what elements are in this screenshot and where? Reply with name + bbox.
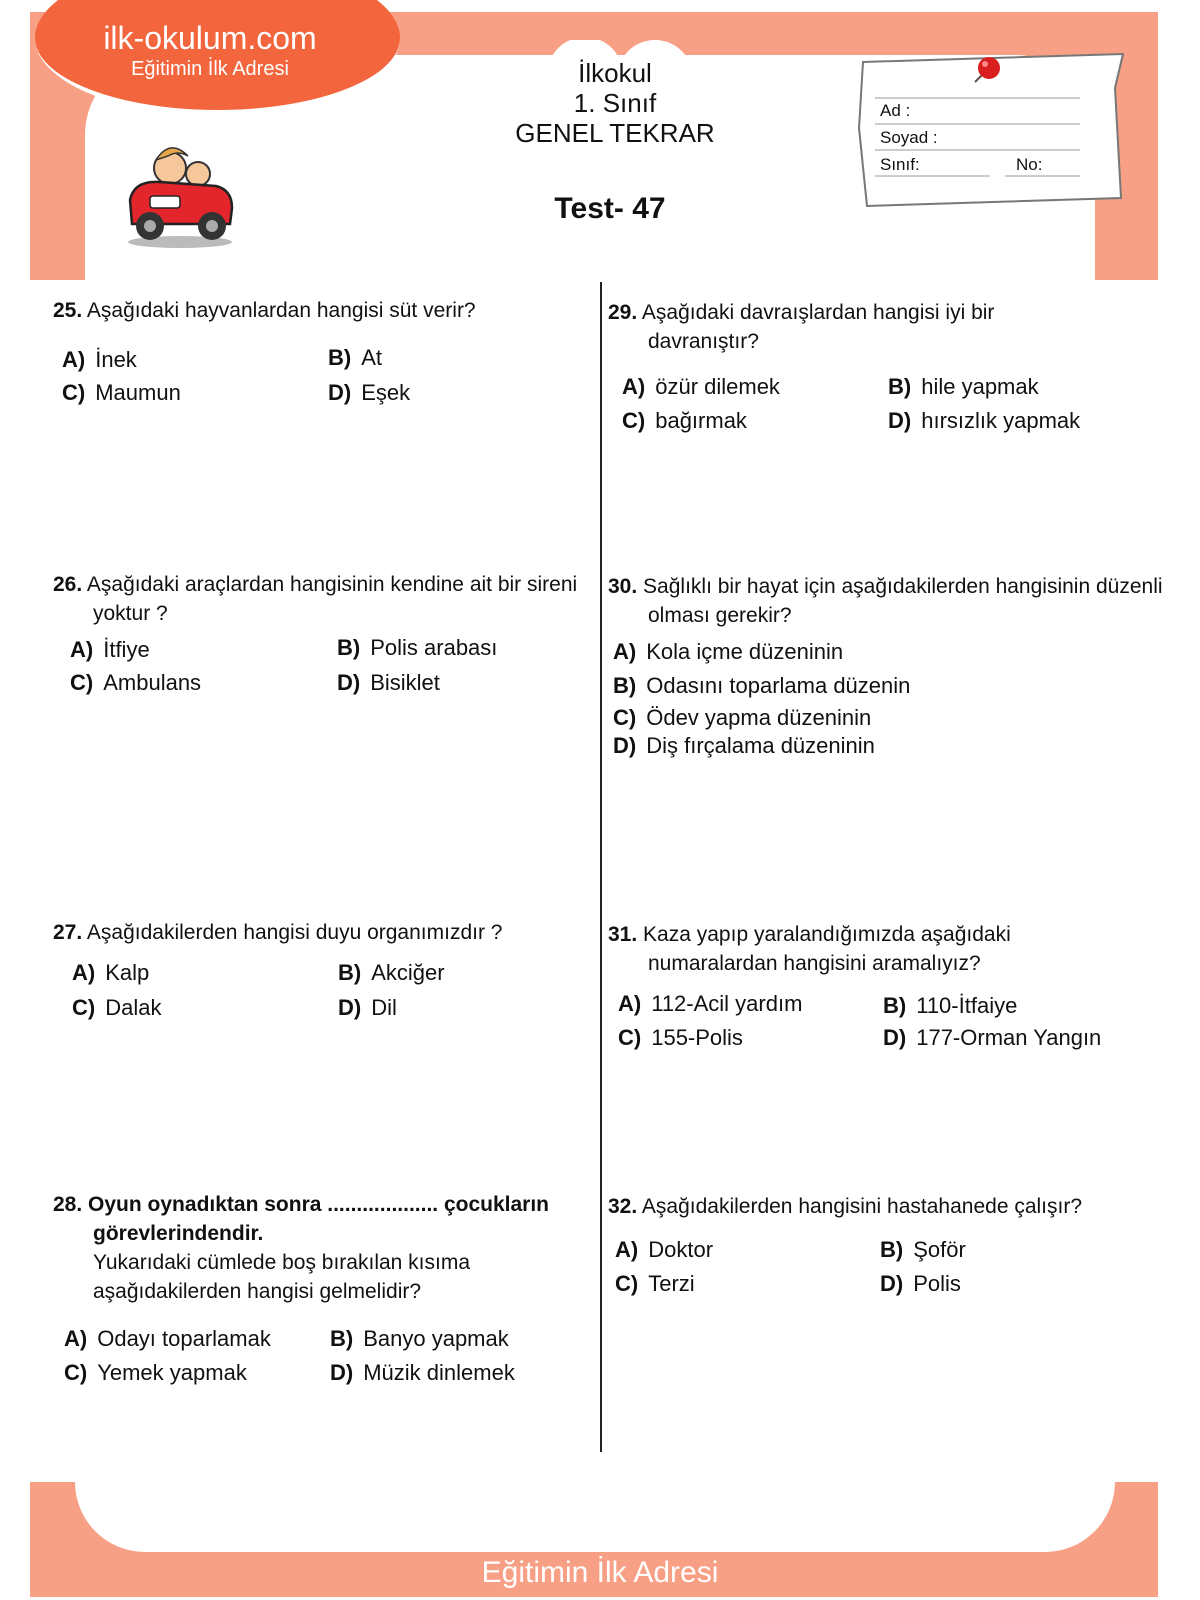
option-text: At — [361, 345, 383, 370]
option-text: Dalak — [105, 995, 162, 1020]
option-d[interactable] — [883, 1025, 1101, 1051]
option-text: Polis arabası — [370, 635, 498, 660]
question-text: Aşağıdaki davraışlardan hangisi iyi bir davranıştır? — [641, 301, 995, 353]
question-number: 28. — [53, 1193, 83, 1216]
option-text: Doktor — [648, 1237, 714, 1262]
option-text: Kola içme düzeninin — [646, 639, 844, 664]
option-text: 155-Polis — [651, 1025, 743, 1050]
question-25 — [53, 296, 573, 325]
logo-site-name[interactable]: ilk-okulum.com — [103, 20, 317, 56]
question-number: 25. — [53, 299, 83, 322]
question-stem-bold: Oyun oynadıktan sonra ................... çocukların görevlerindendir. — [88, 1193, 549, 1245]
option-a[interactable] — [618, 991, 802, 1017]
option-letter: D) — [330, 1360, 354, 1385]
card-sinif-label: Sınıf: — [880, 155, 920, 174]
option-letter: C) — [62, 380, 86, 405]
option-c[interactable] — [72, 995, 161, 1021]
option-a[interactable] — [622, 374, 780, 400]
question-text: Sağlıklı bir hayat için aşağıdakilerden hangisinin düzenli olması gerekir? — [643, 575, 1163, 627]
question-29 — [608, 298, 1088, 356]
option-letter: D) — [337, 670, 361, 695]
column-divider — [600, 282, 602, 1452]
option-text: İtfiye — [103, 637, 150, 662]
question-number: 32. — [608, 1195, 638, 1218]
question-32 — [608, 1192, 1148, 1221]
question-number: 31. — [608, 923, 638, 946]
option-b[interactable] — [330, 1326, 509, 1352]
option-a[interactable] — [64, 1326, 271, 1352]
option-letter: C) — [72, 995, 96, 1020]
option-b[interactable] — [328, 345, 382, 371]
cloud-line-school: İlkokul — [578, 58, 652, 88]
question-number: 26. — [53, 573, 83, 596]
option-text: Banyo yapmak — [363, 1326, 509, 1351]
option-a[interactable] — [613, 639, 843, 665]
option-text: bağırmak — [655, 408, 747, 433]
option-letter: A) — [622, 374, 646, 399]
option-c[interactable] — [613, 705, 871, 731]
question-30 — [608, 572, 1178, 630]
option-letter: B) — [338, 960, 362, 985]
option-letter: A) — [618, 991, 642, 1016]
option-letter: C) — [70, 670, 94, 695]
option-b[interactable] — [613, 673, 910, 699]
option-d[interactable] — [338, 995, 397, 1021]
option-letter: A) — [613, 639, 637, 664]
card-soyad-label: Soyad : — [880, 128, 938, 147]
option-text: Ambulans — [103, 670, 202, 695]
test-title: Test- 47 — [554, 192, 666, 225]
option-text: 177-Orman Yangın — [916, 1025, 1102, 1050]
thought-puff — [300, 172, 338, 200]
question-number: 27. — [53, 921, 83, 944]
option-text: Eşek — [361, 380, 411, 405]
option-b[interactable] — [883, 993, 1017, 1019]
question-number: 29. — [608, 301, 638, 324]
option-letter: D) — [883, 1025, 907, 1050]
option-letter: D) — [613, 733, 637, 758]
option-d[interactable] — [880, 1271, 961, 1297]
option-letter: A) — [62, 347, 86, 372]
option-b[interactable] — [880, 1237, 966, 1263]
option-letter: D) — [888, 408, 912, 433]
option-text: Odayı toparlamak — [97, 1326, 271, 1351]
option-letter: B) — [328, 345, 352, 370]
thought-puff — [265, 190, 293, 212]
question-text: Kaza yapıp yaralandığımızda aşağıdaki numaralardan hangisini aramalıyız? — [643, 923, 1011, 975]
cloud-line-topic: GENEL TEKRAR — [515, 118, 715, 148]
option-c[interactable] — [615, 1271, 695, 1297]
option-letter: C) — [622, 408, 646, 433]
question-31 — [608, 920, 1128, 978]
option-b[interactable] — [338, 960, 445, 986]
option-c[interactable] — [622, 408, 747, 434]
question-text: Yukarıdaki cümlede boş bırakılan kısıma aşağıdakilerden hangisi gelmelidir? — [93, 1251, 471, 1303]
option-text: Akciğer — [371, 960, 445, 985]
question-28 — [53, 1190, 573, 1306]
option-b[interactable] — [337, 635, 497, 661]
option-text: 110-İtfaiye — [916, 993, 1018, 1018]
question-text: Aşağıdaki araçlardan hangisinin kendine ait bir sireni yoktur ? — [86, 573, 578, 625]
option-letter: B) — [888, 374, 912, 399]
option-d[interactable] — [337, 670, 440, 696]
option-text: Müzik dinlemek — [363, 1360, 515, 1385]
question-text: Aşağıdakilerden hangisi duyu organımızdır ? — [86, 921, 503, 944]
option-a[interactable] — [70, 637, 150, 663]
option-text: 112-Acil yardım — [651, 991, 803, 1016]
option-letter: C) — [613, 705, 637, 730]
option-text: Terzi — [648, 1271, 695, 1296]
option-c[interactable] — [618, 1025, 743, 1051]
option-d[interactable] — [330, 1360, 515, 1386]
option-text: Polis — [913, 1271, 961, 1296]
cartoon-car-icon — [120, 130, 240, 250]
option-text: Bisiklet — [370, 670, 440, 695]
option-text: Şoför — [913, 1237, 966, 1262]
option-letter: A) — [72, 960, 96, 985]
option-text: özür dilemek — [655, 374, 780, 399]
logo-tagline: Eğitimin İlk Adresi — [131, 58, 289, 80]
option-a[interactable] — [615, 1237, 713, 1263]
option-c[interactable] — [62, 380, 181, 406]
cloud-line-grade: 1. Sınıf — [573, 88, 657, 118]
option-letter: B) — [613, 673, 637, 698]
footer-site-name[interactable]: ilk-okulum.com — [453, 1508, 747, 1557]
option-text: Kalp — [105, 960, 150, 985]
option-d[interactable] — [888, 408, 1080, 434]
option-letter: C) — [618, 1025, 642, 1050]
question-26 — [53, 570, 623, 628]
question-number: 30. — [608, 575, 638, 598]
option-a[interactable] — [72, 960, 149, 986]
option-letter: B) — [883, 993, 907, 1018]
option-text: Dil — [371, 995, 397, 1020]
option-c[interactable] — [64, 1360, 247, 1386]
option-a[interactable] — [62, 347, 137, 373]
option-letter: D) — [880, 1271, 904, 1296]
option-letter: C) — [64, 1360, 88, 1385]
option-text: hile yapmak — [921, 374, 1039, 399]
question-27 — [53, 918, 583, 947]
card-ad-label: Ad : — [880, 101, 911, 120]
option-b[interactable] — [888, 374, 1039, 400]
option-c[interactable] — [70, 670, 201, 696]
option-text: Yemek yapmak — [97, 1360, 247, 1385]
option-text: İnek — [95, 347, 137, 372]
option-text: hırsızlık yapmak — [921, 408, 1081, 433]
option-text: Odasını toparlama düzenin — [646, 673, 911, 698]
option-letter: C) — [615, 1271, 639, 1296]
question-text: Aşağıdaki hayvanlardan hangisi süt verir? — [86, 299, 476, 322]
push-pin-icon — [965, 52, 1005, 92]
option-d[interactable] — [328, 380, 410, 406]
option-text: Diş fırçalama düzeninin — [646, 733, 875, 758]
question-text: Aşağıdakilerden hangisini hastahanede çalışır? — [641, 1195, 1083, 1218]
card-no-label: No: — [1016, 155, 1043, 174]
option-letter: A) — [615, 1237, 639, 1262]
option-letter: B) — [337, 635, 361, 660]
option-letter: B) — [880, 1237, 904, 1262]
option-letter: A) — [70, 637, 94, 662]
thought-puff — [238, 202, 258, 218]
option-letter: D) — [338, 995, 362, 1020]
option-letter: B) — [330, 1326, 354, 1351]
option-text: Maumun — [95, 380, 181, 405]
option-d[interactable] — [613, 733, 875, 759]
option-text: Ödev yapma düzeninin — [646, 705, 872, 730]
footer-tagline: Eğitimin İlk Adresi — [481, 1556, 719, 1589]
option-letter: A) — [64, 1326, 88, 1351]
option-letter: D) — [328, 380, 352, 405]
